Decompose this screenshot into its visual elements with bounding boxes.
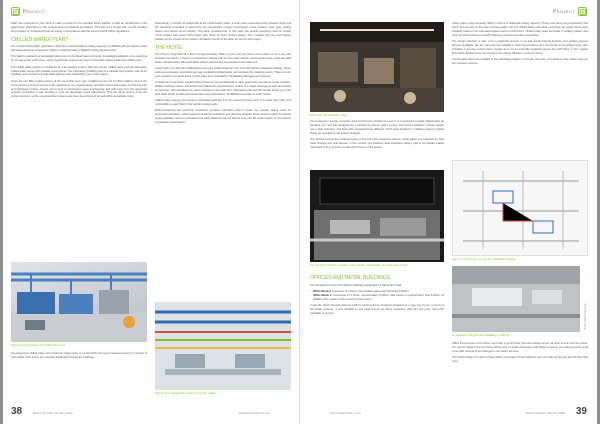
figure-caption: The extraction canopy in stainless steel, powder coated black, and neat entry on floor.: [310, 264, 409, 267]
grey-box-installation-photo: [452, 266, 580, 332]
paragraph: Condensate drains are installed to the individual positions of the fan coil units, connected to riser stacks cast into the concrete columns.: [452, 58, 588, 65]
section-header: [553, 6, 587, 17]
left-column-2: [155, 22, 291, 127]
paragraph: a floor area of approximately 300m² in terms of delivered cooling capacity. These units were pre-purchased by the client, and as part of the main contract works only the chilled water reticulation and fresh air supply ducts were installed, based on an estimated location layout of the FCU's. Chilled water pipes terminate in isolating valves, and fresh air branch ducts in butterfly balancing dampers at each unit location.: [452, 22, 589, 37]
paragraph: The HVAC design for each of these offices comprises of two bathroom fan coil units serving the ground floor with units: [452, 356, 588, 364]
figure-caption: WSP plant with specialist ceiling.: [310, 114, 348, 117]
project-icon: [11, 7, 20, 16]
list-item: • Office Block C comprising of 4 floors, approximately 3,000m² total space on ground level, and 5,500m² of lettable office space on the remaining three floors.: [310, 294, 444, 302]
left-page: [3, 0, 300, 424]
right-page: [300, 0, 597, 424]
photo-credit: Photos: WSP/Cape Town: [584, 303, 587, 330]
heading-chilled-water-plant: CHILLED WATER PLANT: [11, 36, 69, 43]
magazine-spread: [3, 0, 597, 424]
list-item: • Office Block A comprises of 4 floors, total lettable space approximately 5,000m².: [310, 290, 444, 294]
right-column-2-lower: [452, 342, 588, 366]
paragraph: The chilled water system is configured as a de-coupled system, with two primary chilled water and two secondary chilled water pumps with variable speed drives. The secondary (building) loop is a variable flow system, with all air handling units and fan coil units fitted with two-way modulating type control valves.: [11, 65, 147, 77]
paragraph: WSP was requested by the client to make provision for the possible future addition of split air conditioners in the apartments, depending on the requirements of individual purchasers. This was not a simple task, as this includes the provision of mechanical fresh air supply in accordance with the current SANS 10400 regulations.: [11, 22, 147, 33]
restaurant-photo: [310, 22, 444, 112]
magazine-issue: RACA Journal | January 2020: [33, 411, 73, 415]
section-label: Project: [23, 8, 46, 15]
paragraph: There are two BAC cooling towers, of the low profile open type, installed on the roof of office building. Due to the close proximity of these towers to the apartments, the original design specified sound attenuation on both the inlet and discharge of these towers. As a result of subsequent value engineering, and with input from the appointed acoustic consultant, it was decided to omit the discharge sound attenuators. This has since proven to be the correct decision, as the overall ambient noise levels have been found to be well within acceptable limits.: [11, 79, 147, 99]
paragraph: The hotel is comprised of 9 floors of approximately 300m² in size over five floors and is fitted out to a four star standard. On street, a there is a restaurant / lounge with an open plan kitchen and reception area, while the staff areas, administration office and BOH (stores and laundry) are located in the basement.: [155, 53, 291, 64]
figure-caption: An example of the grey box installation in Office B.: [452, 334, 510, 337]
paragraph: It was the client's decision that the AHP to reaching these should be designed as a 'grey box fit-out', in terms of the HVAC systems. It was decided to use Heat Pumps for direct expansion (DX) fan coil units, with each capability of serving: [310, 303, 444, 315]
left-column-1: [11, 22, 147, 102]
paragraph: Multi-mechanical and electrical reticulation services reticulation had to share the corridor ceiling voids for horizontal reticulation, which required careful co-ordination and planning between these services within the limited space available. Such co-ordination and clash detection was all carried out in the 3D model space, by the various consultants and architect.: [155, 109, 291, 125]
project-icon: [578, 7, 587, 16]
left-column-1-bottom: [11, 352, 147, 362]
paragraph: The design intention is that, once a particular tenancy is let and actual internal furniture and partition layouts become available, the fan coil units are installed in their final positions and connected to the chilled water tails, including a two-way control valve. Supply air is via an internally insulated plenum box with three or four spigots from which flexible ducts can connect onto ceiling diffusers in a fit-out phase.: [452, 40, 588, 55]
paragraph: This plant is located in a designated plant room in the lower basement level, immediately adjacent to the electrical LV and generator plant room, which significantly reduced the cost of expensive cables feeding the chiller plant.: [11, 55, 147, 63]
plant-room-render-image: [11, 262, 147, 342]
section-label: Project: [552, 8, 575, 15]
figure-caption: Figure 3: A 3D rendering of a chilled plant room.: [11, 344, 67, 347]
paragraph: The large bore chilled water and condenser water piping is routed within the upper basement level to a number of riser shafts, from where it is vertically distributed through the buildings.: [11, 352, 147, 359]
building-list: [310, 290, 444, 302]
footer: [300, 406, 597, 420]
magazine-issue: RACA Journal | January 2020: [525, 411, 565, 415]
website-link[interactable]: www.hvacronline.co.za: [330, 411, 361, 415]
page-number: 38: [11, 406, 23, 417]
right-column-1-lower: [310, 272, 444, 318]
paragraph: The restaurant / lounge / reception area for the hotel, located on Level 1, is served from a single chilled water air handling unit, and was designed as a variable air volume (VAV) system. The diverse facilities in these spaces use a high standard, and hotel VAV operated linear diffusers which were finished in matching colours (mainly black) as specified by the interior designer.: [310, 120, 444, 135]
paragraph: Guest rooms are fully air conditioned by two-pipe chilled water fan coil units with electric resistance heating. These units are concealed, and utilise two-way modulating chilled water control valves for capacity control. These fan coil units operate on a stand-alone control basis (not controlled by the Building Management System).: [155, 67, 291, 78]
paragraph: Interestingly, it should be stated that at the initial design stage, a study was conducted jointly between WSP and the electrical consultant to determine the comparative energy consumption costs between open type cooling towers and closed circuit coolers. This study revealed that, in this case, the annual operating costs for closed circuit coolers were some 40% higher than those for open cooling towers. This, coupled with the much higher capital cost for closed circuit coolers, decided in favour of the latter for use on this project.: [155, 22, 291, 41]
figure-caption: Figure 7: An example of a grey box installation drawing.: [452, 258, 516, 261]
paragraph: Office B comprises of six offices, each with a ground floor plus and parapet levels, all open to one common space. The client's design intent for these offices was to create a bespoke, fully fitted out space, into which tenants could move with minimal fit-out changes to the HVAC services.: [452, 342, 588, 353]
paragraph: The kitchen serving the restaurant area is one from the restaurant patrons, which again put emphasis on high class finishes and neat layouts. In this context, the stainless steel extraction canopy had to be powder coated matt black to fit in with the overall colour theme of the space.: [310, 138, 444, 149]
section-header: [11, 6, 45, 17]
paragraph: Chilled water piping to the rooms is reticulated vertically from the basement plant room in a single riser shaft, and horizontally on each floor in the corridor ceiling voids.: [155, 99, 291, 107]
paragraph: A single fan circuit fresh supplies filtered fresh air (un-conditioned) to each guest room as well as to the corridors, lobbies and linen rooms. Extraction from bathrooms is achieved by means of a single axial type extract fan located at roof level, with individual non-return dampers in the bathroom, discharging through the facade at the top of the stair shaft. Fresh air fans and extract fans are monitored by the BMS and operate on a 24/7 basis.: [155, 81, 291, 96]
right-column-2: [452, 22, 588, 68]
right-column-1: [310, 120, 444, 152]
footer: [3, 406, 299, 420]
page-number: 39: [575, 406, 587, 417]
figure-caption: Figure 4: Co-ordinated 3D model of a corridor ceiling.: [155, 392, 217, 395]
website-link[interactable]: www.hvacronline.co.za: [238, 411, 269, 415]
corridor-model-image: [155, 302, 291, 390]
heading-offices-retail: OFFICES AND RETAIL BUILDINGS: [310, 275, 391, 281]
extraction-canopy-photo: [310, 170, 444, 262]
paragraph: The central chilled water generation plant has a total diversified cooling capacity of 3,800kW with two water cooled Climaveneta screw compressor chillers of approximately 1,800kW cooling capacity each.: [11, 45, 147, 53]
heading-the-hotel: THE HOTEL: [155, 44, 184, 51]
grey-box-drawing-image: [452, 160, 588, 256]
paragraph: The development has three distinct buildings designated for offices and retail:: [310, 283, 402, 287]
